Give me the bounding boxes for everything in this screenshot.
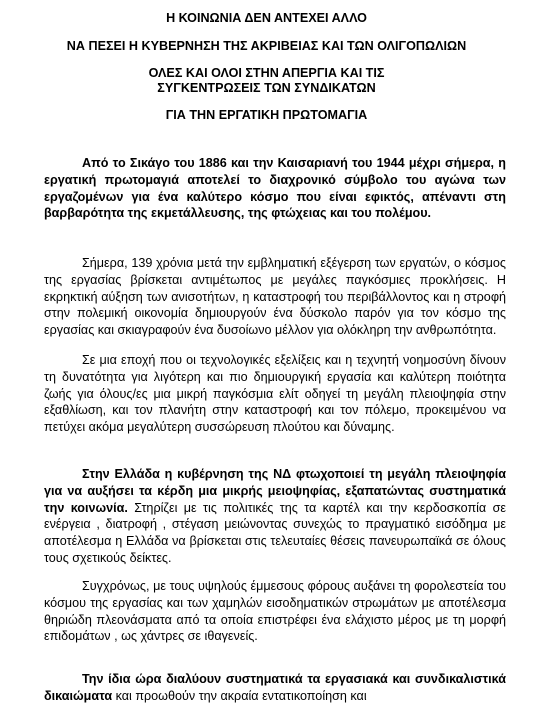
heading-1: Η ΚΟΙΝΩΝΙΑ ΔΕΝ ΑΝΤΕΧΕΙ ΑΛΛΟ [166,11,367,25]
paragraph-6-text: και προωθούν την ακραία εντατικοποίηση και [112,688,367,703]
paragraph-6 [44,671,506,705]
heading-2: ΝΑ ΠΕΣΕΙ Η ΚΥΒΕΡΝΗΣΗ ΤΗΣ ΑΚΡΙΒΕΙΑΣ ΚΑΙ ΤΩΝ ΟΛΙΓΟΠΩΛΙΩΝ [66,39,467,53]
heading-3: ΟΛΕΣ ΚΑΙ ΟΛΟΙ ΣΤΗΝ ΑΠΕΡΓΙΑ ΚΑΙ ΤΙΣ ΣΥΓΚΕΝΤΡΩΣΕΙΣ ΤΩΝ ΣΥΝΔΙΚΑΤΩΝ [148,66,385,95]
paragraph-3: Σε μια εποχή που οι τεχνολογικές εξελίξεις και η τεχνητή νοημοσύνη δίνουν τη δυνατότητα για λιγότερη και πιο δημιουργική εργασία και καλύτερη ποιότητα ζωής για όλους/ες μια μικρή παγκόσμια ελίτ οδηγεί τη μεγάλη πλειοψηφία στην εξαθλίωση, και τον πλανήτη στην καταστροφή και τον πόλεμο, προκειμένου να πετύχει ακόμα μεγαλύτερη συσσώρευση πλούτου και δύναμης. [44,353,506,435]
paragraph-4 [44,466,506,567]
paragraph-2: Σήμερα, 139 χρόνια μετά την εμβληματική εξέγερση των εργατών, ο κόσμος της εργασίας βρίσκεται αντιμέτωπος με μεγάλες παγκόσμιες προκλήσεις. Η εκρηκτική αύξηση των ανισοτήτων, η καταστροφή του περιβάλλοντος και η στροφή στην πολεμική οικονομία δημιουργούν ένα δύσκολο παρόν για τον κόσμο της εργασίας και σκιαγραφούν ένα δυσοίωνο μέλλον για ολόκληρη την ανθρωπότητα. [44,256,506,338]
paragraph-5: Συγχρόνως, με τους υψηλούς έμμεσους φόρους αυξάνει τη φορολεστεία του κόσμου της εργασίας και των χαμηλών εισοδηματικών στρωμάτων με αποτέλεσμα θηριώδη πλεονάσματα από τα οποία επιστρέφει ένα ελάχιστο μέρος με τη μορφή επιδομάτων , ως χάντρες σε ιθαγενείς. [44,579,506,644]
paragraph-4-bold: Στην Ελλάδα η κυβέρνηση της ΝΔ φτωχοποιεί τη μεγάλη πλειοψηφία για να αυξήσει τα κέρδη μια μικρής μειοψηφίας, εξαπατώντας συστηματικά την κοινωνία. [44,467,506,515]
heading-4: ΓΙΑ ΤΗΝ ΕΡΓΑΤΙΚΗ ΠΡΩΤΟΜΑΓΙΑ [165,108,368,122]
paragraph-1: Από το Σικάγο του 1886 και την Καισαριανή του 1944 μέχρι σήμερα, η εργατική πρωτομαγιά αποτελεί το διαχρονικό σύμβολο του αγώνα των εργαζομένων για ένα καλύτερο κόσμο που είναι εφικτός, απέναντι στη βαρβαρότητα της εκμετάλλευσης, της φτώχειας και του πολέμου. [44,156,506,221]
paragraph-4-text: Στηρίζει με τις πολιτικές της τα καρτέλ και την κερδοσκοπία σε ενέργεια , διατροφή , στέγαση μειώνοντας συνεχώς το πραγματικό εισόδημα με αποτέλεσμα η Ελλάδα να βρίσκεται στις τελευταίες θέσεις πανευρωπαϊκά σε όλους τους σχετικούς δείκτες. [44,500,506,565]
paragraph-6-bold: Την ίδια ώρα διαλύουν συστηματικά τα εργασιακά και συνδικαλιστικά δικαιώματα [44,672,506,703]
